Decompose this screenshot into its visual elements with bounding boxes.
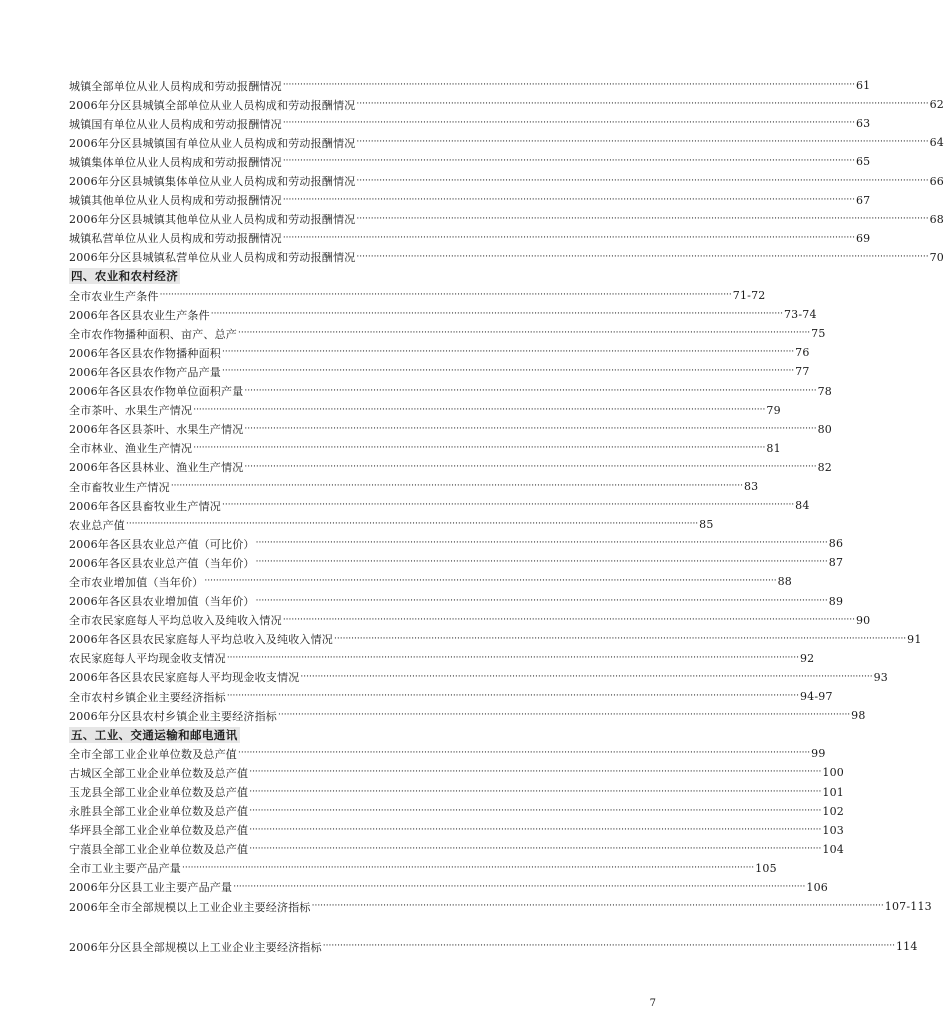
toc-entry-page: 70 <box>929 250 944 264</box>
leader-dots: ········································································································································································································ <box>226 691 799 702</box>
toc-entry-page: 101 <box>822 785 844 799</box>
toc-entry-title: 2006年分区县城镇集体单位从业人员构成和劳动报酬情况 <box>69 175 356 189</box>
toc-entry-title: 2006年各区县农民家庭每人平均总收入及纯收入情况 <box>69 633 333 647</box>
toc-entry-page: 67 <box>855 193 871 207</box>
toc-entry-page: 64 <box>929 136 944 150</box>
toc-entry-page: 103 <box>822 823 844 837</box>
toc-entry-title: 全市茶叶、水果生产情况 <box>69 404 193 418</box>
toc-entry[interactable] <box>69 420 832 439</box>
leader-dots: ········································································································································································································ <box>182 862 755 873</box>
toc-entry-page: 104 <box>822 842 844 856</box>
toc-entry-page: 62 <box>929 98 944 112</box>
toc-entry-page: 91 <box>907 632 922 646</box>
leader-dots: ········································································································································································································ <box>249 767 822 778</box>
toc-entry[interactable] <box>69 286 766 305</box>
toc-entry-title: 古城区全部工业企业单位数及总产值 <box>69 766 249 780</box>
toc-entry-page: 93 <box>873 670 888 684</box>
toc-entry-title: 2006年各区县农作物播种面积 <box>69 346 221 360</box>
toc-entry[interactable] <box>69 782 844 801</box>
toc-entry[interactable] <box>69 534 844 553</box>
toc-entry-title: 宁蒗县全部工业企业单位数及总产值 <box>69 843 249 857</box>
toc-entry-title: 2006年分区县工业主要产品产量 <box>69 881 233 895</box>
toc-entry-title: 2006年分区县全部规模以上工业企业主要经济指标 <box>69 940 322 954</box>
toc-entry-title: 农业总产值 <box>69 518 125 532</box>
toc-entry-page: 61 <box>855 79 871 93</box>
toc-entry[interactable] <box>69 687 833 706</box>
toc-entry-title: 2006年各区县林业、渔业生产情况 <box>69 461 244 475</box>
toc-entry[interactable] <box>69 458 832 477</box>
toc-entry[interactable] <box>69 802 844 821</box>
toc-entry-page: 107-113 <box>884 900 932 914</box>
toc-entry-title: 全市林业、渔业生产情况 <box>69 442 193 456</box>
toc-group-industry <box>69 744 932 956</box>
toc-entry-page: 114 <box>895 940 918 954</box>
toc-entry[interactable] <box>69 763 844 782</box>
toc-entry-title: 全市农业增加值（当年价） <box>69 575 204 589</box>
leader-dots: ········································································································································································································ <box>300 671 873 682</box>
toc-entry-page: 86 <box>828 537 844 551</box>
leader-dots: ········································································································································································································ <box>356 251 929 262</box>
leader-dots: ········································································································································································································ <box>244 461 817 472</box>
toc-entry-page: 106 <box>806 880 828 894</box>
toc-entry[interactable] <box>69 401 781 420</box>
toc-entry[interactable] <box>69 553 844 572</box>
leader-dots: ········································································································································································································ <box>356 137 929 148</box>
toc-entry-title: 2006年分区县城镇国有单位从业人员构成和劳动报酬情况 <box>69 136 356 150</box>
toc-entry[interactable] <box>69 191 871 210</box>
toc-entry[interactable] <box>69 210 944 229</box>
toc-entry-page: 89 <box>828 594 844 608</box>
toc-entry[interactable] <box>69 343 810 362</box>
toc-entry-page: 77 <box>795 365 810 379</box>
toc-entry-title: 2006年全市全部规模以上工业企业主要经济指标 <box>69 900 311 914</box>
toc-entry[interactable] <box>69 649 815 668</box>
leader-dots: ········································································································································································································ <box>322 941 895 952</box>
toc-entry-page: 75 <box>811 327 826 341</box>
toc-entry-title: 城镇私营单位从业人员构成和劳动报酬情况 <box>69 232 282 246</box>
toc-entry[interactable] <box>69 572 792 591</box>
toc-entry[interactable] <box>69 840 844 859</box>
toc-entry-page: 92 <box>799 651 815 665</box>
toc-entry-page: 85 <box>699 518 714 532</box>
toc-entry-page: 100 <box>822 766 844 780</box>
leader-dots: ········································································································································································································ <box>282 118 855 129</box>
toc-entry[interactable] <box>69 592 844 611</box>
leader-dots: ········································································································································································································ <box>249 786 822 797</box>
toc-entry-page: 69 <box>855 231 871 245</box>
page-number: 7 <box>649 998 656 1009</box>
leader-dots: ········································································································································································································ <box>222 366 795 377</box>
toc-entry[interactable] <box>69 937 918 956</box>
toc-entry-title: 2006年各区县农作物单位面积产量 <box>69 385 244 399</box>
blank-line <box>69 916 661 937</box>
toc-entry-page: 105 <box>755 861 777 875</box>
toc-entry-page: 68 <box>929 212 944 226</box>
toc-entry-title: 2006年各区县农民家庭每人平均现金收支情况 <box>69 671 300 685</box>
toc-entry[interactable] <box>69 305 817 324</box>
toc-entry[interactable] <box>69 114 871 133</box>
toc-entry-title: 全市农业生产条件 <box>69 289 159 303</box>
toc-entry-title: 2006年各区县农业总产值（当年价） <box>69 556 255 570</box>
toc-entry-title: 全市畜牧业生产情况 <box>69 480 170 494</box>
toc-entry-page: 66 <box>929 174 944 188</box>
toc-entry-page: 65 <box>855 155 871 169</box>
leader-dots: ········································································································································································································ <box>255 538 828 549</box>
toc-entry[interactable] <box>69 382 832 401</box>
leader-dots: ········································································································································································································ <box>244 423 817 434</box>
toc-entry[interactable] <box>69 362 810 381</box>
section-heading-text: 五、工业、交通运输和邮电通讯 <box>71 727 238 742</box>
toc-entry[interactable] <box>69 630 922 649</box>
leader-dots: ········································································································································································································ <box>278 710 851 721</box>
leader-dots: ········································································································································································································ <box>249 843 822 854</box>
leader-dots: ········································································································································································································ <box>244 385 817 396</box>
toc-entry-title: 2006年分区县城镇其他单位从业人员构成和劳动报酬情况 <box>69 213 356 227</box>
leader-dots: ········································································································································································································ <box>170 481 743 492</box>
toc-entry-page: 81 <box>766 441 781 455</box>
toc-entry[interactable] <box>69 76 871 95</box>
toc-entry-title: 农民家庭每人平均现金收支情况 <box>69 652 226 666</box>
toc-entry[interactable] <box>69 496 810 515</box>
toc-entry-title: 全市农村乡镇企业主要经济指标 <box>69 690 226 704</box>
toc-entry[interactable] <box>69 248 944 267</box>
leader-dots: ········································································································································································································ <box>255 595 828 606</box>
toc-entry-title: 2006年各区县畜牧业生产情况 <box>69 499 221 513</box>
section-heading-agriculture <box>69 267 661 286</box>
leader-dots: ········································································································································································································ <box>356 99 929 110</box>
toc-entry-page: 63 <box>855 117 871 131</box>
toc-entry-page: 102 <box>822 804 844 818</box>
leader-dots: ········································································································································································································ <box>238 748 811 759</box>
toc-entry-page: 98 <box>851 709 866 723</box>
toc-entry-page: 84 <box>795 499 810 513</box>
leader-dots: ········································································································································································································ <box>222 500 795 511</box>
toc-entry-title: 城镇全部单位从业人员构成和劳动报酬情况 <box>69 79 282 93</box>
section-heading-text: 四、农业和农村经济 <box>71 269 179 284</box>
leader-dots: ········································································································································································································ <box>159 290 732 301</box>
toc-entry-title: 全市全部工业企业单位数及总产值 <box>69 747 237 761</box>
toc-entry-title: 永胜县全部工业企业单位数及总产值 <box>69 805 249 819</box>
leader-dots: ········································································································································································································ <box>282 232 855 243</box>
toc-entry[interactable] <box>69 324 826 343</box>
toc-entry-title: 2006年分区县城镇全部单位从业人员构成和劳动报酬情况 <box>69 98 356 112</box>
leader-dots: ········································································································································································································ <box>282 80 855 91</box>
toc-entry-page: 87 <box>828 556 844 570</box>
toc-entry-page: 76 <box>795 346 810 360</box>
toc-group-agriculture <box>69 286 922 725</box>
leader-dots: ········································································································································································································ <box>282 194 855 205</box>
toc-entry-page: 83 <box>743 480 759 494</box>
leader-dots: ········································································································································································································ <box>238 328 811 339</box>
toc-entry-page: 73-74 <box>783 308 817 322</box>
toc-entry-title: 全市工业主要产品产量 <box>69 862 181 876</box>
toc-entry[interactable] <box>69 744 826 763</box>
toc-entry-title: 2006年各区县农作物产品产量 <box>69 365 221 379</box>
toc-entry[interactable] <box>69 821 844 840</box>
toc-entry[interactable] <box>69 668 888 687</box>
toc-entry[interactable] <box>69 152 871 171</box>
toc-entry-page: 88 <box>777 575 792 589</box>
table-of-contents <box>69 76 944 956</box>
leader-dots: ········································································································································································································ <box>255 557 828 568</box>
toc-entry[interactable] <box>69 706 866 725</box>
toc-entry[interactable] <box>69 477 759 496</box>
toc-entry-page: 80 <box>817 422 832 436</box>
toc-entry-page: 99 <box>811 747 826 761</box>
toc-entry-title: 全市农民家庭每人平均总收入及纯收入情况 <box>69 614 282 628</box>
leader-dots: ········································································································································································································ <box>126 519 699 530</box>
toc-entry[interactable] <box>69 171 944 190</box>
toc-entry-title: 城镇国有单位从业人员构成和劳动报酬情况 <box>69 117 282 131</box>
leader-dots: ········································································································································································································ <box>193 442 766 453</box>
toc-entry-title: 2006年各区县农业生产条件 <box>69 308 210 322</box>
toc-entry-title: 玉龙县全部工业企业单位数及总产值 <box>69 786 249 800</box>
leader-dots: ········································································································································································································ <box>356 175 929 186</box>
toc-entry-title: 全市农作物播种面积、亩产、总产 <box>69 327 237 341</box>
leader-dots: ········································································································································································································ <box>193 404 766 415</box>
toc-entry[interactable] <box>69 878 828 897</box>
toc-entry-title: 华坪县全部工业企业单位数及总产值 <box>69 824 249 838</box>
toc-entry-title: 2006年分区县农村乡镇企业主要经济指标 <box>69 709 277 723</box>
leader-dots: ········································································································································································································ <box>334 633 907 644</box>
leader-dots: ········································································································································································································ <box>282 614 855 625</box>
toc-entry[interactable] <box>69 859 777 878</box>
toc-entry-title: 2006年各区县农业总产值（可比价） <box>69 537 255 551</box>
toc-entry[interactable] <box>69 515 714 534</box>
toc-entry-page: 78 <box>817 384 832 398</box>
leader-dots: ········································································································································································································ <box>210 309 783 320</box>
toc-entry[interactable] <box>69 95 944 114</box>
leader-dots: ········································································································································································································ <box>233 881 806 892</box>
section-heading-industry <box>69 725 661 744</box>
toc-entry[interactable] <box>69 439 781 458</box>
toc-entry-page: 90 <box>855 613 871 627</box>
toc-entry-page: 82 <box>817 460 832 474</box>
toc-entry[interactable] <box>69 897 932 916</box>
toc-entry-page: 94-97 <box>799 690 833 704</box>
leader-dots: ········································································································································································································ <box>226 652 799 663</box>
toc-entry-title: 城镇集体单位从业人员构成和劳动报酬情况 <box>69 155 282 169</box>
toc-entry-page: 71-72 <box>732 289 766 303</box>
leader-dots: ········································································································································································································ <box>204 576 777 587</box>
leader-dots: ········································································································································································································ <box>249 805 822 816</box>
toc-entry-title: 2006年分区县城镇私营单位从业人员构成和劳动报酬情况 <box>69 251 356 265</box>
toc-entry-title: 2006年各区县茶叶、水果生产情况 <box>69 423 244 437</box>
leader-dots: ········································································································································································································ <box>249 824 822 835</box>
toc-entry[interactable] <box>69 611 871 630</box>
leader-dots: ········································································································································································································ <box>356 213 929 224</box>
toc-entry-title: 2006年各区县农业增加值（当年价） <box>69 595 255 609</box>
leader-dots: ········································································································································································································ <box>311 901 884 912</box>
leader-dots: ········································································································································································································ <box>282 156 855 167</box>
leader-dots: ········································································································································································································ <box>222 347 795 358</box>
toc-entry-title: 城镇其他单位从业人员构成和劳动报酬情况 <box>69 194 282 208</box>
toc-entry[interactable] <box>69 229 871 248</box>
toc-group-labor <box>69 76 944 267</box>
toc-entry-page: 79 <box>766 403 781 417</box>
toc-entry[interactable] <box>69 133 944 152</box>
